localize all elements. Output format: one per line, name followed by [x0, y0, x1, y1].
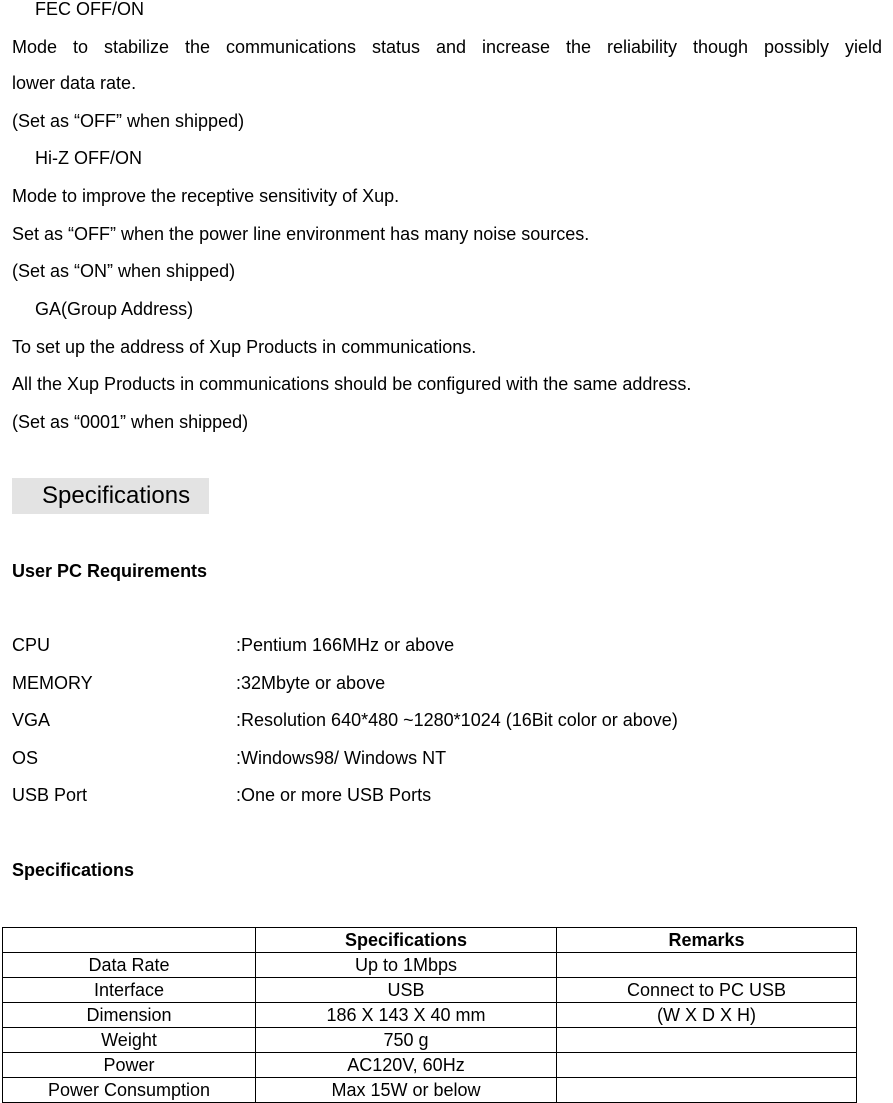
table-cell: 186 X 143 X 40 mm: [256, 1003, 557, 1028]
ga-description-line1: To set up the address of Xup Products in communications.: [12, 337, 477, 357]
table-row: [3, 1078, 857, 1103]
fec-title: FEC OFF/ON: [35, 0, 144, 19]
table-cell: Power: [3, 1053, 256, 1078]
req-value-vga: :Resolution 640*480 ~1280*1024 (16Bit color or above): [236, 710, 678, 730]
table-row: [3, 978, 857, 1003]
table-cell: Up to 1Mbps: [256, 953, 557, 978]
hiz-description-line2: Set as “OFF” when the power line environment has many noise sources.: [12, 224, 590, 244]
req-value-cpu: :Pentium 166MHz or above: [236, 635, 455, 655]
table-cell: [557, 1078, 857, 1103]
req-value-memory: :32Mbyte or above: [236, 673, 386, 693]
fec-default: (Set as “OFF” when shipped): [12, 111, 245, 131]
table-cell: Max 15W or below: [256, 1078, 557, 1103]
table-cell: USB: [256, 978, 557, 1003]
ga-description-line2: All the Xup Products in communications should be configured with the same address.: [12, 374, 692, 394]
table-cell: 750 g: [256, 1028, 557, 1053]
specifications-banner: Specifications: [12, 478, 209, 514]
req-value-usb-port: :One or more USB Ports: [236, 785, 432, 805]
req-value-os: :Windows98/ Windows NT: [236, 748, 447, 768]
specs-heading: Specifications: [12, 860, 135, 880]
table-row: [3, 1028, 857, 1053]
ga-default: (Set as “0001” when shipped): [12, 412, 249, 432]
table-cell: Weight: [3, 1028, 256, 1053]
table-cell: [557, 1028, 857, 1053]
table-header-cell: [3, 928, 256, 953]
table-row: [3, 953, 857, 978]
user-pc-heading: User PC Requirements: [12, 561, 208, 581]
hiz-default: (Set as “ON” when shipped): [12, 261, 236, 281]
req-label-cpu: CPU: [12, 635, 51, 655]
table-header-row: [3, 928, 857, 953]
table-cell: [557, 1053, 857, 1078]
ga-title: GA(Group Address): [35, 299, 194, 319]
fec-description-line1: Mode to stabilize the communications status and increase the reliability though possibly yield: [12, 37, 882, 57]
req-label-os: OS: [12, 748, 39, 768]
hiz-description-line1: Mode to improve the receptive sensitivity of Xup.: [12, 186, 400, 206]
table-cell: AC120V, 60Hz: [256, 1053, 557, 1078]
table-row: [3, 1053, 857, 1078]
table-cell: Data Rate: [3, 953, 256, 978]
table-cell: Interface: [3, 978, 256, 1003]
hiz-title: Hi-Z OFF/ON: [35, 148, 142, 168]
specifications-table: [2, 927, 857, 1103]
req-label-vga: VGA: [12, 710, 51, 730]
req-label-memory: MEMORY: [12, 673, 93, 693]
table-cell: Connect to PC USB: [557, 978, 857, 1003]
table-header-cell: Specifications: [256, 928, 557, 953]
table-cell: (W X D X H): [557, 1003, 857, 1028]
table-cell: [557, 953, 857, 978]
table-row: [3, 1003, 857, 1028]
table-cell: Power Consumption: [3, 1078, 256, 1103]
fec-description-line2: lower data rate.: [12, 73, 137, 93]
table-cell: Dimension: [3, 1003, 256, 1028]
req-label-usb-port: USB Port: [12, 785, 88, 805]
table-header-cell: Remarks: [557, 928, 857, 953]
